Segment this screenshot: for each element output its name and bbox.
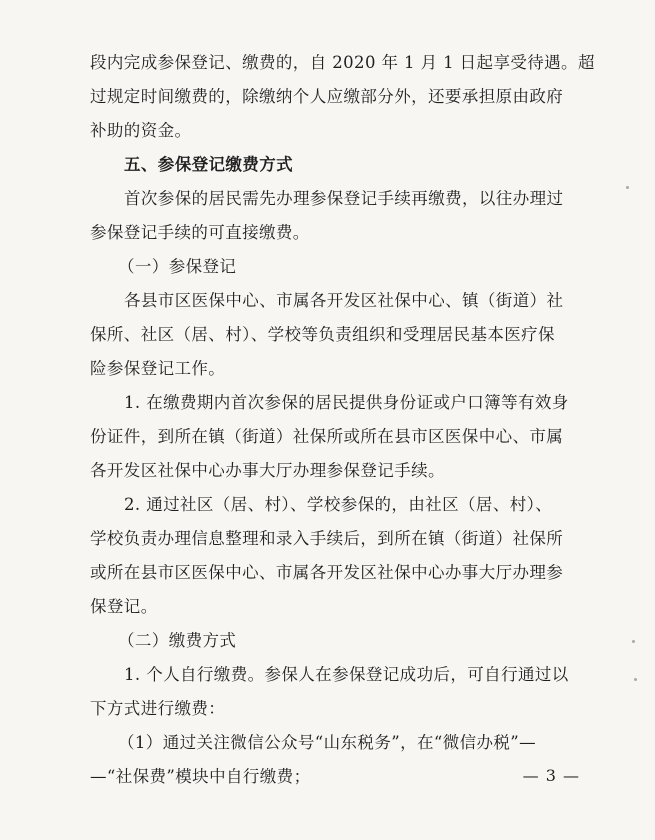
page-number: — 3 — (522, 766, 580, 785)
text-line: 2. 通过社区（居、村）、学校参保的，由社区（居、村）、 (124, 495, 553, 514)
text-line: 各开发区社保中心办事大厅办理参保登记手续。 (90, 461, 445, 480)
text-line: 首次参保的居民需先办理参保登记手续再缴费，以往办理过 (124, 189, 564, 208)
text-line: 各县市区医保中心、市属各开发区社保中心、镇（街道）社 (124, 291, 564, 310)
text-line: 份证件，到所在镇（街道）社保所或所在县市区医保中心、市属 (90, 427, 564, 446)
text-line: —“社保费”模块中自行缴费； (90, 767, 311, 786)
text-line: 1. 个人自行缴费。参保人在参保登记成功后，可自行通过以 (124, 665, 569, 684)
text-line: 下方式进行缴费： (90, 699, 226, 718)
text-line: 保登记。 (90, 597, 158, 616)
text-line: 段内完成参保登记、缴费的，自 2020 年 1 月 1 日起享受待遇。超 (90, 53, 595, 72)
section-heading: 五、参保登记缴费方式 (124, 155, 293, 174)
text-line: 补助的资金。 (90, 121, 192, 140)
text-line: 或所在县市区医保中心、市属各开发区社保中心办事大厅办理参 (90, 563, 564, 582)
text-line: （1）通过关注微信公众号“山东税务”，在“微信办税”— (118, 733, 537, 752)
scan-speck (626, 186, 629, 189)
scan-speck (632, 640, 635, 643)
text-line: 保所、社区（居、村）、学校等负责组织和受理居民基本医疗保 (90, 325, 555, 344)
text-line: 1. 在缴费期内首次参保的居民提供身份证或户口簿等有效身 (124, 393, 569, 412)
subsection-heading: （二）缴费方式 (118, 631, 237, 650)
text-line: 险参保登记工作。 (90, 359, 226, 378)
text-line: 过规定时间缴费的，除缴纳个人应缴部分外，还要承担原由政府 (90, 87, 564, 106)
text-line: 学校负责办理信息整理和录入手续后，到所在镇（街道）社保所 (90, 529, 564, 548)
subsection-heading: （一）参保登记 (118, 257, 237, 276)
text-line: 参保登记手续的可直接缴费。 (90, 223, 310, 242)
scan-speck (634, 678, 637, 681)
